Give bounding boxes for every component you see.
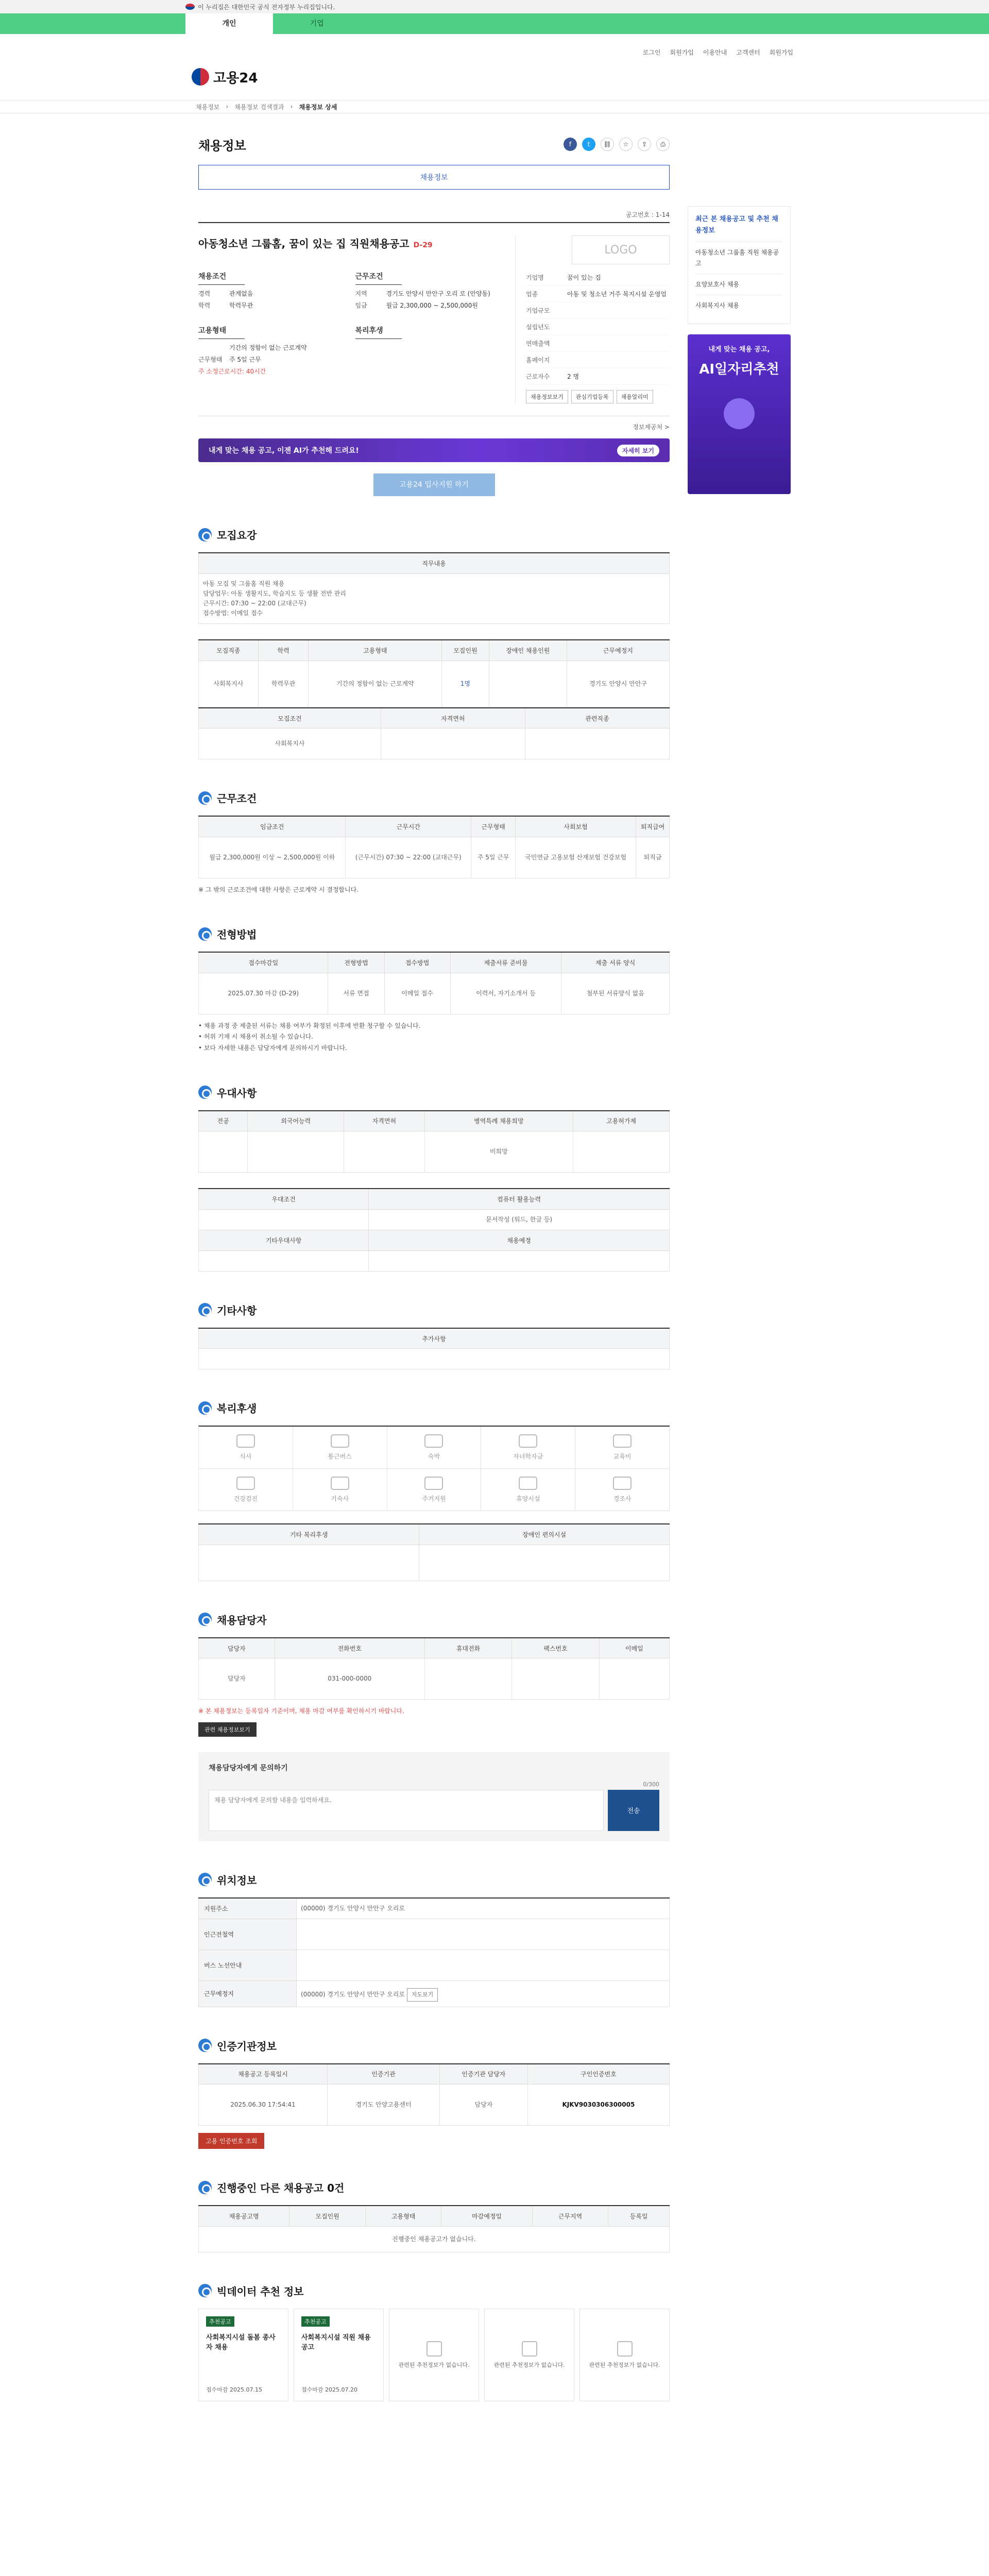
util-links [0, 45, 989, 59]
manager-note: ※ 본 채용정보는 등록일자 기준이며, 채용 마감 여부를 확인하시기 바랍니다. [198, 1707, 404, 1715]
section-location: 위치정보 지원주소 (00000) 경기도 안양시 만안구 오리로 인근전철역 버스 노선안내 근무예정지 (00000) 경기도 안양시 만안구 오리로 지도보기 [198, 1872, 670, 2007]
section-manager: 채용담당자 담당자 전화번호 휴대전화 팩스번호 이메일 담당자 031-000-0000 ※ 본 채용정보는 등록일자 기준이며, 채용 마감 여부를 확인하시기 바랍니다. 관련 채용정보보기 채용담당자에게 문의하기 0/300 채용 담당자에게 문의할 내용을 입력하세요. 전송 [198, 1612, 670, 1841]
reg-number: 공고번호 : 1-14 [625, 211, 670, 218]
benefit-item: 통근버스 [293, 1427, 387, 1469]
korea-flag-icon [185, 4, 195, 10]
breadcrumb: 채용정보 › 채용정보 검색결과 › 채용정보 상세 [0, 100, 989, 113]
job-alert-button[interactable]: 채용알리미 [617, 390, 653, 403]
section-icon [198, 2284, 212, 2297]
recommend-empty: 관련된 추천정보가 없습니다. [484, 2309, 574, 2401]
hire-label: 채용조건 [198, 271, 245, 285]
section-icon [198, 1401, 212, 1415]
info-source-link[interactable]: 정보제공처 > [633, 423, 670, 431]
benefit-item: 휴양시설 [481, 1469, 575, 1511]
send-button[interactable]: 전송 [608, 1790, 659, 1831]
benefit-item: 기숙사 [293, 1469, 387, 1511]
section-icon [198, 528, 212, 541]
section-welfare: 복리후생 식사 통근버스 숙박 자녀학자금 교육비 건강검진 기숙사 주거지원 휴양시설 경조사 기타 복리후생 장애인 편의시설 [198, 1400, 670, 1581]
recommend-empty: 관련된 추천정보가 없습니다. [579, 2309, 670, 2401]
company-jobs-button[interactable]: 채용정보보기 [526, 390, 568, 403]
message-title: 채용담당자에게 문의하기 [209, 1764, 288, 1772]
recommend-empty: 관련된 추천정보가 없습니다. [389, 2309, 479, 2401]
section-icon [198, 927, 212, 941]
star-icon[interactable]: ☆ [619, 138, 633, 151]
tab-personal[interactable]: 개인 [185, 13, 273, 34]
breadcrumb-item[interactable]: 채용정보 [196, 103, 220, 111]
guide-link[interactable]: 이용안내 [703, 48, 727, 56]
message-box [198, 1752, 670, 1841]
map-button[interactable]: 지도보기 [407, 1988, 438, 2002]
benefit-grid [198, 1426, 670, 1511]
breadcrumb-item[interactable]: 채용정보 검색결과 [234, 103, 284, 111]
section-process: 전형방법 접수마감일 전형방법 접수방법 제출서류 준비물 제출 서류 양식 2025.07.30 마감 (D-29) 서류 면접 이메일 접수 이력서, 자기소개서 등 첨부된 서류양식 없음 • 채용 과정 중 제출된 서류는 채용 여부가 확정된 이후에 반환 청구할 수 있습니다. • 허위 기재 시 채용이 취소될 수 있습니다. • 보다 자세한 내용은 담당자에게 문의하시기 바랍니다. [198, 926, 670, 1054]
share-tools [564, 138, 670, 151]
job-description: 아동 모집 및 그룹홈 직원 채용 담당업무: 아동 생활지도, 학습지도 등 생활 전반 관리 근무시간: 07:30 ~ 22:00 (교대근무) 접수방법: 이메일 접수 [199, 573, 670, 624]
print-icon[interactable]: ⎙ [656, 138, 670, 151]
cert-lookup-button[interactable]: 고용 인증번호 조회 [198, 2133, 264, 2149]
side-item[interactable]: 요양보호사 채용 [695, 274, 783, 295]
dday-badge: D-29 [413, 241, 433, 249]
section-icon [198, 791, 212, 805]
work-label: 근무조건 [355, 271, 402, 285]
login-link[interactable]: 로그인 [642, 48, 661, 56]
breadcrumb-item: 채용정보 상세 [299, 103, 337, 111]
section-recruit: 모집요강 직무내용 아동 모집 및 그룹홈 직원 채용 담당업무: 아동 생활지도, 학습지도 등 생활 전반 관리 근무시간: 07:30 ~ 22:00 (교대근무) 접수방법: 이메일 접수 모집직종 학력 고용형태 모집인원 장애인 채용인원 근무예정지 사회복지사 학력무관 기간의 정함이 없는 근로계약 1명 경기도 안양시 만안구 모집조건 자격면허 관련직종 사회복지사 [198, 527, 670, 759]
job-summary: 아동청소년 그룹홈, 꿈이 있는 집 직원채용공고 D-29 채용조건 경력 관계없음 학력 학력무관 근무조건 지역 경기도 안양시 만안구 오리 로 (안양동) 임금 월급 2,300,000 ~ 2,500,000원 고용형태 기간의 정함이 없는 근로계약 근무형태 주 5일 근무 주 소정근로시간: 40시간 복리후생 LOGO 기업명 꿈이 있는 집 업종 아동 및 청소년 거주 복지시설 운영업 기업규모 설립년도 연매출액 홈페이지 근로자수 2 명 채용정보보기 관심기업등록 채용알리미 [198, 222, 670, 416]
banner-more-button[interactable]: 자세히 보기 [617, 445, 659, 456]
empty-icon [617, 2341, 633, 2357]
section-other-jobs: 진행중인 다른 채용공고 0건 채용공고명 모집인원 고용형태 마감예정일 근무지역 등록일 진행중인 채용공고가 없습니다. [198, 2180, 670, 2252]
job-title: 아동청소년 그룹홈, 꿈이 있는 집 직원채용공고 D-29 [198, 238, 433, 250]
related-jobs-button[interactable]: 관련 채용정보보기 [198, 1722, 257, 1737]
emp-note: 주 소정근로시간: 40시간 [198, 368, 266, 375]
gov-banner-text: 이 누리집은 대한민국 공식 전자정부 누리집입니다. [198, 3, 335, 11]
section-icon [198, 2181, 212, 2194]
ai-job-ad[interactable]: 내게 맞는 채용 공고, AI일자리추천 [688, 334, 791, 494]
side-item[interactable]: 사회복지사 채용 [695, 295, 783, 316]
company-info: 기업명 꿈이 있는 집 업종 아동 및 청소년 거주 복지시설 운영업 기업규모 설립년도 연매출액 홈페이지 근로자수 2 명 [526, 269, 670, 385]
logo-icon [192, 68, 209, 86]
support-link[interactable]: 고객센터 [736, 48, 760, 56]
section-icon [198, 1086, 212, 1099]
tab-company[interactable]: 기업 [310, 20, 324, 28]
emp-label: 고용형태 [198, 325, 245, 339]
recommend-card[interactable]: 추천공고 사회복지시설 돌봄 종사자 채용 접수마감 2025.07.15 [198, 2309, 288, 2401]
signup-link[interactable]: 회원가입 [670, 48, 694, 56]
side-title: 최근 본 채용공고 및 추천 채용정보 [695, 215, 778, 235]
gov-banner [0, 0, 989, 13]
side-item[interactable]: 아동청소년 그룹홈 직원 채용공고 [695, 242, 783, 274]
benefit-item: 식사 [199, 1427, 293, 1469]
empty-message: 진행중인 채용공고가 없습니다. [199, 2226, 670, 2252]
char-count: 0/300 [643, 1781, 659, 1788]
empty-icon [427, 2341, 442, 2357]
apply-button[interactable]: 고용24 입사지원 하기 [373, 473, 495, 496]
benefit-item: 경조사 [575, 1469, 670, 1511]
message-input[interactable] [209, 1790, 604, 1831]
twitter-icon[interactable]: t [582, 138, 595, 151]
benefit-item: 자녀학자금 [481, 1427, 575, 1469]
section-cert: 인증기관정보 채용공고 등록일시 인증기관 인증기관 담당자 구인인증번호 2025.06.30 17:54:41 경기도 안양고용센터 담당자 KJKV9030306300005 고용 인증번호 조회 [198, 2038, 670, 2149]
share-icon[interactable]: ⇪ [638, 138, 651, 151]
page-title: 채용정보 [198, 138, 246, 153]
tab-job-info[interactable]: 채용정보 [198, 165, 670, 190]
empty-icon [522, 2341, 537, 2357]
benefit-item: 주거지원 [387, 1469, 482, 1511]
recommend-card[interactable]: 추천공고 사회복지시설 직원 채용 공고 접수마감 2025.07.20 [294, 2309, 384, 2401]
robot-icon [724, 398, 755, 429]
ai-recommend-banner[interactable]: 내게 맞는 채용 공고, 이젠 AI가 추천해 드려요! 자세히 보기 [198, 438, 670, 462]
benefit-item: 교육비 [575, 1427, 670, 1469]
section-icon [198, 1873, 212, 1886]
benefit-item: 건강검진 [199, 1469, 293, 1511]
favorite-company-button[interactable]: 관심기업등록 [571, 390, 613, 403]
section-pref: 우대사항 전공 외국어능력 자격면허 병역특례 채용희망 고용허가제 비희망 우대조건 컴퓨터 활용능력 문서작성 (워드, 한글 등) 기타우대사항 채용예정 [198, 1085, 670, 1272]
top-tabs [0, 13, 989, 34]
signup-link-2[interactable]: 회원가입 [769, 48, 793, 56]
section-etc: 기타사항 추가사항 [198, 1302, 670, 1370]
site-name: 고용24 [213, 70, 258, 86]
section-icon [198, 1303, 212, 1316]
benefit-item: 숙박 [387, 1427, 482, 1469]
link-icon[interactable]: ⛓ [601, 138, 614, 151]
facebook-icon[interactable]: f [564, 138, 577, 151]
work-note: ※ 그 밖의 근로조건에 대한 사항은 근로계약 시 결정합니다. [198, 886, 359, 893]
section-icon [198, 2039, 212, 2052]
site-logo[interactable] [0, 59, 989, 95]
welfare-label: 복리후생 [355, 325, 402, 339]
section-icon [198, 1613, 212, 1626]
section-work: 근무조건 임금조건 근무시간 근무형태 사회보험 퇴직급여 월급 2,300,000원 이상 ~ 2,500,000원 이하 (근무시간) 07:30 ~ 22:00 (교대근무) 주 5일 근무 국민연금 고용보험 산재보험 건강보험 퇴직금 ※ 그 밖의 근로조건에 대한 사항은 근로계약 시 결정합니다. [198, 790, 670, 895]
side-panel [688, 206, 791, 494]
company-logo: LOGO [572, 235, 670, 264]
section-bigdata: 빅데이터 추천 정보 추천공고 사회복지시설 돌봄 종사자 채용 접수마감 2025.07.15 추천공고 사회복지시설 직원 채용 공고 접수마감 2025.07.20 관련된 추천정보가 없습니다. 관련된 추천정보가 없습니다. 관련된 추천정보가 없습니다. [198, 2283, 670, 2401]
